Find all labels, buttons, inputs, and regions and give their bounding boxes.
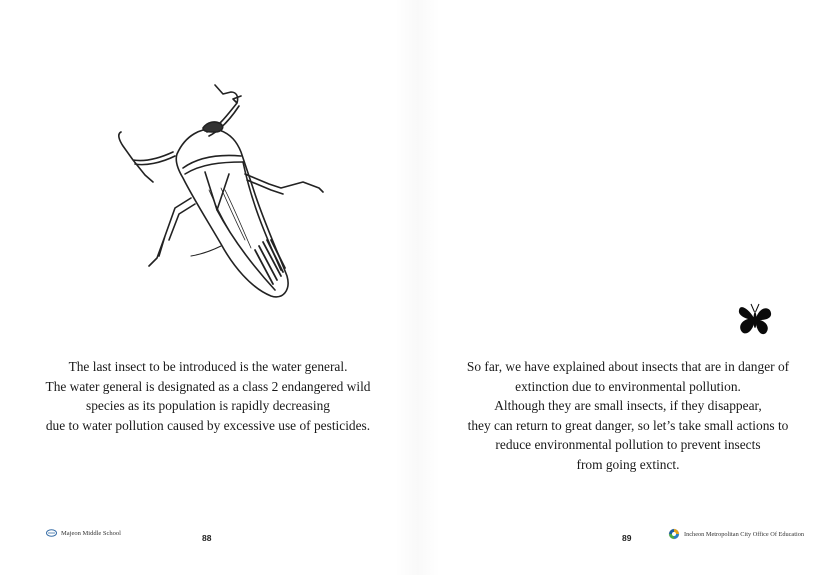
office-footer (668, 528, 804, 540)
text-line: Although they are small insects, if they disappear, (494, 398, 762, 413)
butterfly-icon (736, 298, 774, 338)
right-page (418, 0, 835, 575)
page-number: 88 (202, 533, 212, 543)
office-logo-icon (668, 528, 680, 540)
water-bug-icon (105, 70, 345, 310)
text-line: The last insect to be introduced is the water general. (68, 359, 348, 374)
text-line: So far, we have explained about insects that are in danger of (466, 359, 790, 374)
right-paragraph (442, 357, 814, 474)
school-footer (46, 529, 121, 537)
text-line: reduce environmental pollution to prevent insects (495, 437, 761, 452)
text-line: species as its population is rapidly decreasing (86, 398, 330, 413)
page-number: 89 (622, 533, 632, 543)
text-line: extinction due to environmental pollution. (515, 378, 741, 394)
left-paragraph (20, 357, 396, 435)
school-name: Majeon Middle School (61, 529, 121, 537)
text-line: from going extinct. (576, 456, 680, 472)
office-name: Incheon Metropolitan City Office Of Education (684, 530, 805, 538)
text-line: due to water pollution caused by excessive use of pesticides. (45, 417, 371, 433)
text-line: The water general is designated as a class 2 endangered wild (45, 378, 371, 394)
text-line: they can return to great danger, so let’s take small actions to (467, 417, 789, 433)
school-logo-icon (46, 529, 57, 537)
left-page (0, 0, 417, 575)
